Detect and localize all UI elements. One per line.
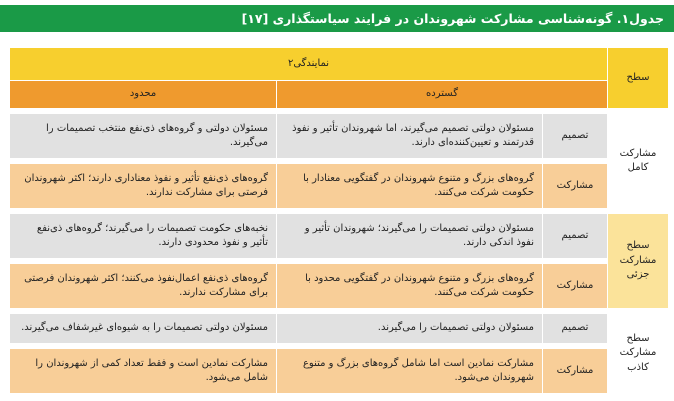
row-type: مشارکت: [543, 164, 608, 209]
row-type: تصمیم: [543, 214, 608, 259]
cell-limited: مشارکت نمادین است و فقط تعداد کمی از شهروندان را شامل می‌شود.: [10, 349, 277, 394]
level-partial: سطح مشارکت جزئی: [608, 214, 669, 309]
table-row: [10, 164, 669, 209]
cell-limited: مسئولان دولتی و گروه‌های ذی‌نفع منتخب تصمیمات را می‌گیرند.: [10, 114, 277, 159]
row-type: تصمیم: [543, 314, 608, 344]
table-row: [10, 264, 669, 309]
row-type: مشارکت: [543, 264, 608, 309]
table-row: [10, 349, 669, 394]
cell-broad: گروه‌های بزرگ و متنوع شهروندان در گفتگویی معنادار با حکومت شرکت می‌کنند.: [277, 164, 543, 209]
participation-typology-table: [9, 47, 669, 394]
table-row: [10, 314, 669, 344]
cell-broad: مشارکت نمادین است اما شامل گروه‌های بزرگ و متنوع شهروندان می‌شود.: [277, 349, 543, 394]
table-caption: [0, 5, 674, 32]
table-row: [10, 214, 669, 259]
cell-limited: مسئولان دولتی تصمیمات را به شیوه‌ای غیرشفاف می‌گیرند.: [10, 314, 277, 344]
row-type: مشارکت: [543, 349, 608, 394]
level-pseudo: سطح مشارکت کاذب: [608, 314, 669, 394]
cell-broad: مسئولان دولتی تصمیم می‌گیرند، اما شهروندان تأثیر و نفوذ قدرتمند و تعیین‌کننده‌ای دارند.: [277, 114, 543, 159]
cell-broad: گروه‌های بزرگ و متنوع شهروندان در گفتگویی محدود با حکومت شرکت می‌کنند.: [277, 264, 543, 309]
table-title: جدول۱. گونه‌شناسی مشارکت شهروندان در فرایند سیاستگذاری [۱۷]: [241, 11, 664, 26]
header-representation: نمایندگی۲: [10, 48, 608, 81]
header-broad: گسترده: [277, 81, 608, 109]
cell-broad: مسئولان دولتی تصمیمات را می‌گیرند.: [277, 314, 543, 344]
cell-limited: گروه‌های ذی‌نفع اعمال‌نفوذ می‌کنند؛ اکثر شهروندان فرصتی برای مشارکت ندارند.: [10, 264, 277, 309]
header-level: سطح: [608, 48, 669, 109]
cell-broad: مسئولان دولتی تصمیمات را می‌گیرند؛ شهروندان تأثیر و نفوذ اندکی دارند.: [277, 214, 543, 259]
cell-limited: نخبه‌های حکومت تصمیمات را می‌گیرند؛ گروه‌های ذی‌نفع تأثیر و نفوذ محدودی دارند.: [10, 214, 277, 259]
header-limited: محدود: [10, 81, 277, 109]
row-type: تصمیم: [543, 114, 608, 159]
table-row: [10, 114, 669, 159]
cell-limited: گروه‌های ذی‌نفع تأثیر و نفوذ معناداری دارند؛ اکثر شهروندان فرصتی برای مشارکت ندارند.: [10, 164, 277, 209]
level-full: مشارکت کامل: [608, 114, 669, 209]
